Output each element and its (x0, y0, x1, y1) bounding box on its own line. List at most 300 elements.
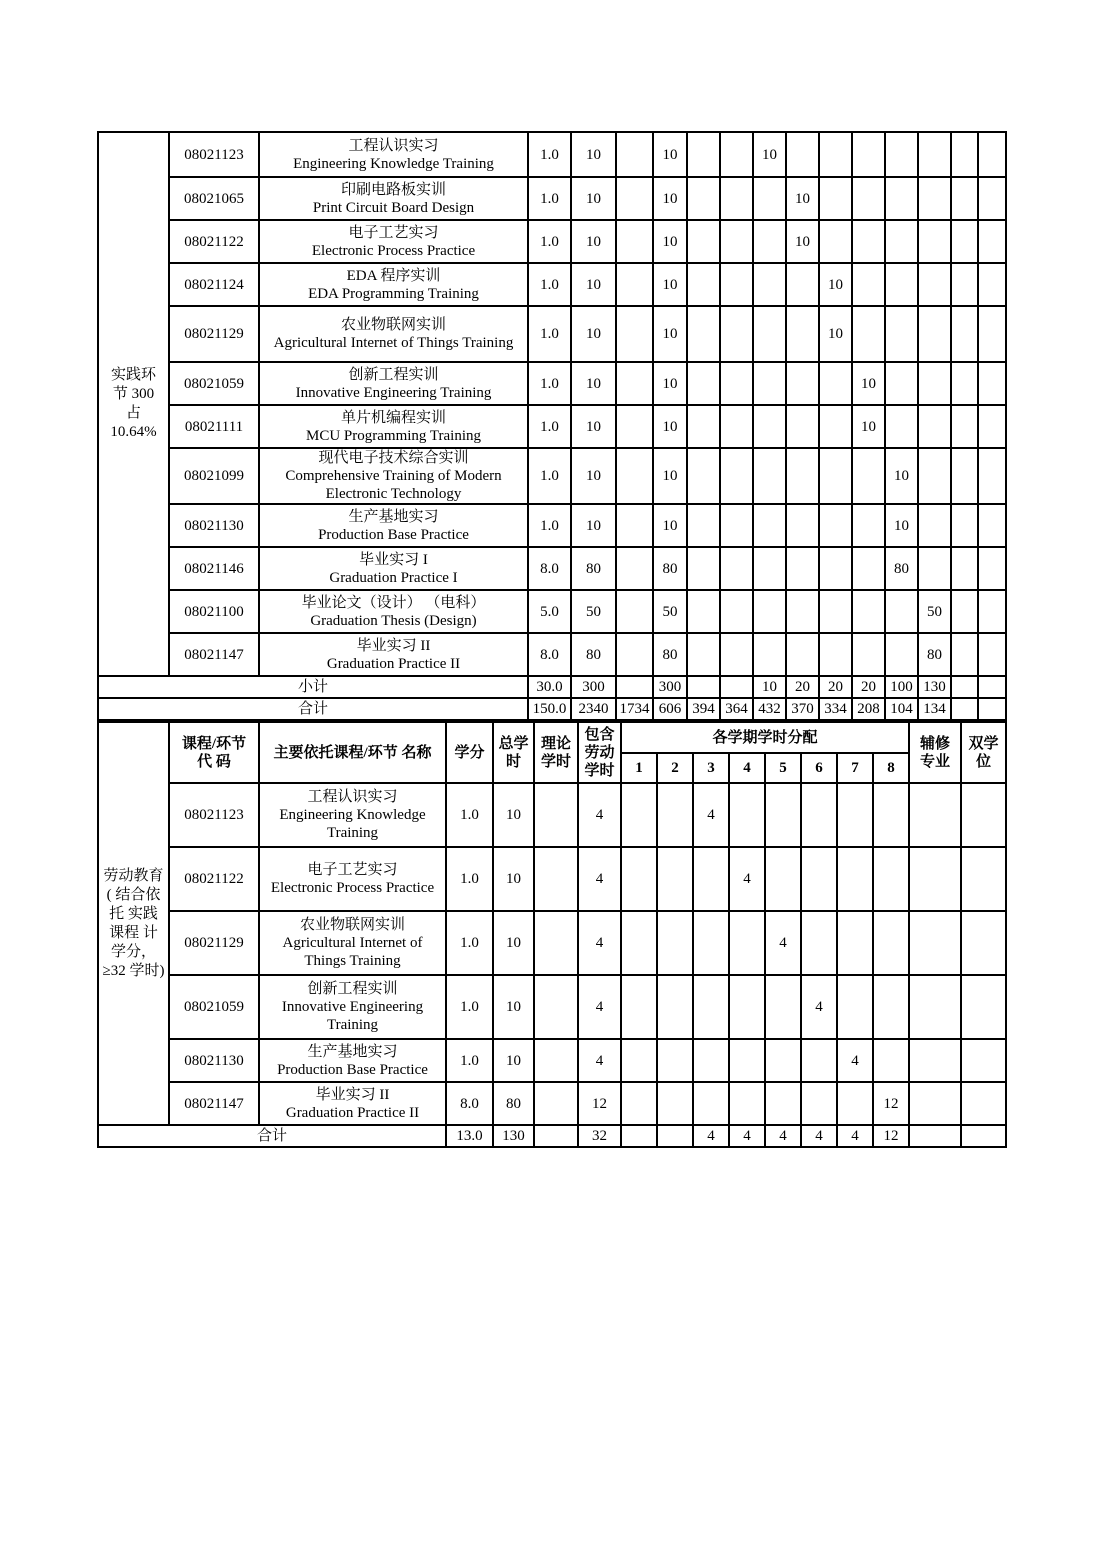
table-row (98, 132, 1006, 177)
label-line: 双学 (968, 735, 999, 752)
credit-cell: 1.0 (528, 448, 571, 504)
minor-major-cell (909, 847, 961, 911)
table-row (98, 1039, 1006, 1082)
semester-1-cell (687, 405, 720, 448)
semester-4-cell (786, 547, 819, 590)
labor-hours-cell: 12 (578, 1082, 621, 1125)
total-hours-cell: 10 (571, 405, 616, 448)
semester-6-cell: 4 (801, 975, 837, 1039)
name-cell (259, 220, 528, 263)
theory-hours-cell (616, 590, 653, 633)
semester-6-cell: 10 (852, 362, 885, 405)
label-line: 占 (125, 405, 141, 421)
minor-major-cell (951, 405, 978, 448)
semester-2-cell (720, 177, 753, 220)
semester-6-cell (852, 220, 885, 263)
label-line: 托 实践 (109, 905, 158, 922)
semester-8-cell (918, 220, 951, 263)
table-row (98, 448, 1006, 504)
semester-6-cell (852, 306, 885, 362)
semester-2-cell (720, 263, 753, 306)
dual-degree-cell (978, 590, 1006, 633)
semester-5-cell: 4 (765, 1125, 801, 1147)
dual-degree-cell (978, 448, 1006, 504)
semester-6-cell (852, 177, 885, 220)
credit-cell: 13.0 (446, 1125, 493, 1147)
semester-1-cell (687, 362, 720, 405)
dual-degree-cell (961, 975, 1006, 1039)
practice-module-table (97, 131, 1007, 721)
table-row (98, 547, 1006, 590)
labor-hours-cell: 4 (578, 783, 621, 847)
course-name-cn: 生产基地实习 (307, 1043, 398, 1060)
course-name-cn: 毕业实习 II (315, 1086, 390, 1103)
semester-2-cell (657, 911, 693, 975)
name-cell (259, 132, 528, 177)
semester-8-cell (918, 177, 951, 220)
theory-hours-cell (534, 783, 578, 847)
semester-7-cell: 10 (885, 504, 918, 547)
semester-2-cell (720, 306, 753, 362)
name-cell (259, 448, 528, 504)
semester-7-cell (837, 975, 873, 1039)
semester-1-cell (687, 633, 720, 676)
minor-major-cell (909, 1039, 961, 1082)
total-hours-cell: 10 (493, 783, 534, 847)
semester-4-cell (729, 911, 765, 975)
table-row (98, 504, 1006, 547)
semester-2-cell (720, 362, 753, 405)
header-semester-7: 7 (837, 753, 873, 783)
labor-hours-cell: 10 (653, 220, 687, 263)
minor-major-cell (909, 911, 961, 975)
total-hours-cell: 80 (493, 1082, 534, 1125)
dual-degree-cell (978, 504, 1006, 547)
header-semester-1: 1 (621, 753, 657, 783)
semester-3-cell (693, 911, 729, 975)
total-hours-cell: 10 (571, 132, 616, 177)
semester-7-cell (885, 590, 918, 633)
table-row (98, 362, 1006, 405)
credit-cell: 1.0 (446, 1039, 493, 1082)
table-row (98, 911, 1006, 975)
semester-8-cell (873, 1039, 909, 1082)
semester-1-cell (621, 1082, 657, 1125)
credit-cell: 1.0 (528, 504, 571, 547)
header-semester-6: 6 (801, 753, 837, 783)
minor-major-cell (951, 362, 978, 405)
semester-6-cell: 10 (852, 405, 885, 448)
semester-2-cell (720, 448, 753, 504)
semester-4-cell (786, 132, 819, 177)
name-cell (259, 263, 528, 306)
semester-5-cell (819, 132, 852, 177)
header-semester-5: 5 (765, 753, 801, 783)
course-name-en: Production Base Practice (277, 1061, 428, 1078)
code-cell: 08021065 (169, 177, 259, 220)
semester-7-cell (885, 633, 918, 676)
theory-hours-cell (534, 975, 578, 1039)
course-name-en: Print Circuit Board Design (312, 199, 475, 216)
practice-module-label (98, 132, 169, 676)
credit-cell: 150.0 (528, 698, 571, 720)
semester-3-cell: 4 (693, 1125, 729, 1147)
dual-degree-cell (978, 405, 1006, 448)
course-name-en: Graduation Practice I (329, 569, 458, 586)
code-cell: 08021059 (169, 362, 259, 405)
theory-hours-cell (616, 306, 653, 362)
semester-1-cell (687, 132, 720, 177)
curriculum-sheet (97, 131, 1005, 1148)
semester-7-cell: 4 (837, 1039, 873, 1082)
minor-major-cell (951, 132, 978, 177)
semester-5-cell: 334 (819, 698, 852, 720)
semester-5-cell (819, 504, 852, 547)
semester-6-cell (852, 504, 885, 547)
course-name-cn: 工程认识实习 (307, 789, 398, 805)
dual-degree-cell (961, 1125, 1006, 1147)
table-row (98, 847, 1006, 911)
semester-8-cell (873, 975, 909, 1039)
course-name-en: Electronic Process Practice (270, 880, 435, 896)
course-name-en: Agricultural Internet of Things Training (282, 935, 423, 969)
dual-degree-cell (978, 362, 1006, 405)
name-cell (259, 547, 528, 590)
credit-cell: 8.0 (446, 1082, 493, 1125)
semester-3-cell (753, 362, 786, 405)
semester-3-cell (753, 177, 786, 220)
name-cell (259, 847, 446, 911)
label-line: 学分， (110, 943, 156, 960)
total-hours-cell: 10 (571, 220, 616, 263)
dual-degree-cell (978, 676, 1006, 698)
semester-1-cell (621, 847, 657, 911)
header-semester-2: 2 (657, 753, 693, 783)
label-line: 包含 (584, 726, 615, 743)
dual-degree-cell (978, 132, 1006, 177)
course-name-cn: 现代电子技术综合实训 (318, 450, 469, 466)
semester-8-cell (873, 783, 909, 847)
semester-8-cell: 134 (918, 698, 951, 720)
semester-5-cell (819, 448, 852, 504)
semester-2-cell (657, 783, 693, 847)
semester-7-cell: 100 (885, 676, 918, 698)
minor-major-cell (909, 783, 961, 847)
semester-6-cell (801, 1082, 837, 1125)
dual-degree-cell (961, 1082, 1006, 1125)
theory-hours-cell (616, 263, 653, 306)
header-labor-hours (578, 722, 621, 783)
course-name-cn: 创新工程实训 (307, 981, 398, 997)
label-line: 节 300 (112, 386, 155, 402)
table-row (98, 177, 1006, 220)
course-name-en: MCU Programming Training (305, 427, 482, 444)
subtotal-row (98, 676, 1006, 698)
theory-hours-cell (616, 676, 653, 698)
total-hours-cell: 300 (571, 676, 616, 698)
labor-hours-cell: 10 (653, 177, 687, 220)
semester-1-cell (621, 911, 657, 975)
semester-4-cell (786, 633, 819, 676)
semester-8-cell: 80 (918, 633, 951, 676)
theory-hours-cell (616, 362, 653, 405)
labor-hours-cell: 10 (653, 132, 687, 177)
label-line: 实践环 (110, 367, 156, 383)
semester-3-cell (753, 263, 786, 306)
semester-3-cell (693, 1082, 729, 1125)
table-row (98, 975, 1006, 1039)
table-row (98, 405, 1006, 448)
semester-8-cell (918, 547, 951, 590)
semester-1-cell (687, 590, 720, 633)
code-cell: 08021059 (169, 975, 259, 1039)
minor-major-cell (951, 633, 978, 676)
course-name-cn: 单片机编程实训 (340, 409, 446, 426)
theory-hours-cell (616, 633, 653, 676)
table-row (98, 633, 1006, 676)
semester-6-cell: 20 (852, 676, 885, 698)
semester-4-cell (786, 263, 819, 306)
theory-hours-cell (616, 547, 653, 590)
semester-6-cell (801, 911, 837, 975)
total-hours-cell: 10 (571, 263, 616, 306)
label-line: 理论 (540, 735, 571, 752)
credit-cell: 1.0 (528, 263, 571, 306)
semester-4-cell: 370 (786, 698, 819, 720)
semester-8-cell (918, 504, 951, 547)
label-line: 时 (505, 753, 521, 770)
semester-8-cell (918, 405, 951, 448)
semester-5-cell (819, 633, 852, 676)
minor-major-cell (909, 1082, 961, 1125)
semester-6-cell (852, 590, 885, 633)
semester-2-cell (657, 1039, 693, 1082)
semester-8-cell (873, 911, 909, 975)
semester-1-cell (687, 306, 720, 362)
credit-cell: 8.0 (528, 547, 571, 590)
table-row (98, 306, 1006, 362)
semester-5-cell (819, 220, 852, 263)
semester-3-cell (753, 590, 786, 633)
minor-major-cell (951, 263, 978, 306)
semester-7-cell (837, 783, 873, 847)
total-row (98, 1125, 1006, 1147)
labor-hours-cell: 606 (653, 698, 687, 720)
semester-5-cell (765, 1082, 801, 1125)
name-cell (259, 783, 446, 847)
name-cell (259, 590, 528, 633)
label-line: 课程 计 (109, 924, 158, 941)
course-name-en: Comprehensive Training of Modern Electronic Technology (285, 468, 502, 502)
code-cell: 08021146 (169, 547, 259, 590)
dual-degree-cell (978, 263, 1006, 306)
code-cell: 08021123 (169, 132, 259, 177)
theory-hours-cell (616, 132, 653, 177)
dual-degree-cell (961, 783, 1006, 847)
name-cell (259, 911, 446, 975)
course-name-cn: 农业物联网实训 (340, 317, 446, 333)
label-line: ≥32 学时) (102, 962, 165, 979)
semester-5-cell (765, 975, 801, 1039)
credit-cell: 1.0 (446, 847, 493, 911)
semester-6-cell (852, 263, 885, 306)
semester-7-cell (885, 177, 918, 220)
name-cell (259, 362, 528, 405)
semester-2-cell (657, 847, 693, 911)
semester-4-cell: 10 (786, 220, 819, 263)
label-line: 辅修 (920, 735, 951, 752)
code-cell: 08021130 (169, 1039, 259, 1082)
minor-major-cell (951, 306, 978, 362)
semester-2-cell (657, 1082, 693, 1125)
theory-hours-cell (616, 405, 653, 448)
minor-major-cell (951, 504, 978, 547)
table-row (98, 590, 1006, 633)
minor-major-cell (951, 676, 978, 698)
semester-3-cell (753, 448, 786, 504)
semester-3-cell (693, 975, 729, 1039)
course-name-en: Electronic Process Practice (311, 242, 476, 259)
semester-2-cell (720, 504, 753, 547)
labor-hours-cell: 50 (653, 590, 687, 633)
semester-7-cell (837, 911, 873, 975)
semester-1-cell (687, 504, 720, 547)
grand-total-row (98, 698, 1006, 720)
total-hours-cell: 130 (493, 1125, 534, 1147)
credit-cell: 30.0 (528, 676, 571, 698)
minor-major-cell (951, 177, 978, 220)
label-line: 位 (976, 753, 992, 770)
header-semester-4: 4 (729, 753, 765, 783)
course-name-en: Graduation Practice II (285, 1104, 420, 1121)
semester-8-cell: 50 (918, 590, 951, 633)
header-credit: 学分 (446, 722, 493, 783)
semester-6-cell (852, 448, 885, 504)
credit-cell: 1.0 (528, 177, 571, 220)
subtotal-label: 小计 (98, 676, 528, 698)
semester-1-cell (687, 177, 720, 220)
semester-3-cell (753, 220, 786, 263)
semester-8-cell: 12 (873, 1125, 909, 1147)
semester-1-cell (687, 448, 720, 504)
labor-hours-cell: 10 (653, 263, 687, 306)
credit-cell: 1.0 (528, 132, 571, 177)
total-hours-cell: 10 (571, 504, 616, 547)
course-name-cn: 创新工程实训 (348, 366, 439, 383)
course-name-en: EDA Programming Training (308, 285, 479, 302)
total-hours-cell: 10 (571, 448, 616, 504)
course-name-cn: 生产基地实习 (348, 508, 439, 525)
total-hours-cell: 2340 (571, 698, 616, 720)
total-hours-cell: 10 (493, 911, 534, 975)
semester-2-cell (720, 676, 753, 698)
total-hours-cell: 10 (493, 975, 534, 1039)
total-hours-cell: 10 (493, 1039, 534, 1082)
code-cell: 08021122 (169, 847, 259, 911)
semester-7-cell (885, 362, 918, 405)
credit-cell: 1.0 (528, 405, 571, 448)
theory-hours-cell (534, 1082, 578, 1125)
semester-5-cell: 20 (819, 676, 852, 698)
dual-degree-cell (978, 220, 1006, 263)
theory-hours-cell (534, 847, 578, 911)
course-name-en: Production Base Practice (318, 526, 469, 543)
semester-8-cell (918, 132, 951, 177)
course-name-cn: 电子工艺实习 (307, 862, 398, 878)
code-cell: 08021123 (169, 783, 259, 847)
semester-2-cell (720, 590, 753, 633)
minor-major-cell (909, 1125, 961, 1147)
semester-1-cell (621, 975, 657, 1039)
theory-hours-cell (616, 220, 653, 263)
dual-degree-cell (961, 847, 1006, 911)
dual-degree-cell (978, 698, 1006, 720)
course-name-cn: EDA 程序实训 (346, 267, 441, 284)
name-cell (259, 1039, 446, 1082)
labor-education-label (98, 722, 169, 1125)
label-line: 学时 (584, 762, 615, 779)
labor-hours-cell: 4 (578, 1039, 621, 1082)
theory-hours-cell (616, 504, 653, 547)
header-dual-degree (961, 722, 1006, 783)
code-cell: 08021147 (169, 1082, 259, 1125)
dual-degree-cell (978, 306, 1006, 362)
credit-cell: 1.0 (446, 783, 493, 847)
total-hours-cell: 10 (571, 177, 616, 220)
course-name-cn: 毕业实习 I (359, 551, 428, 568)
semester-5-cell (765, 783, 801, 847)
semester-2-cell: 364 (720, 698, 753, 720)
semester-6-cell (852, 547, 885, 590)
course-name-cn: 农业物联网实训 (299, 917, 405, 933)
labor-hours-cell: 300 (653, 676, 687, 698)
semester-4-cell (786, 405, 819, 448)
course-name-en: Engineering Knowledge Training (293, 155, 494, 172)
course-name-en: Agricultural Internet of Things Training (273, 335, 514, 351)
header-name: 主要依托课程/环节 名称 (259, 722, 446, 783)
semester-2-cell (720, 633, 753, 676)
credit-cell: 1.0 (528, 306, 571, 362)
semester-3-cell (753, 504, 786, 547)
course-name-en: Engineering Knowledge Training (279, 807, 426, 841)
course-name-cn: 电子工艺实习 (348, 224, 439, 241)
table-row (98, 263, 1006, 306)
semester-3-cell: 10 (753, 132, 786, 177)
semester-6-cell: 4 (801, 1125, 837, 1147)
semester-3-cell: 10 (753, 676, 786, 698)
name-cell (259, 1082, 446, 1125)
semester-1-cell (621, 1039, 657, 1082)
label-line: 课程/环节 (181, 735, 247, 752)
grand-total-label: 合计 (98, 698, 528, 720)
header-total-hours (493, 722, 534, 783)
semester-5-cell (765, 847, 801, 911)
credit-cell: 5.0 (528, 590, 571, 633)
semester-1-cell (687, 263, 720, 306)
semester-4-cell (729, 783, 765, 847)
theory-hours-cell (534, 1125, 578, 1147)
labor-hours-cell: 10 (653, 448, 687, 504)
semester-7-cell: 104 (885, 698, 918, 720)
semester-1-cell: 394 (687, 698, 720, 720)
theory-hours-cell: 1734 (616, 698, 653, 720)
semester-8-cell (873, 847, 909, 911)
name-cell (259, 633, 528, 676)
semester-8-cell (918, 263, 951, 306)
semester-7-cell (885, 306, 918, 362)
semester-3-cell: 4 (693, 783, 729, 847)
course-name-cn: 毕业实习 II (356, 637, 431, 654)
